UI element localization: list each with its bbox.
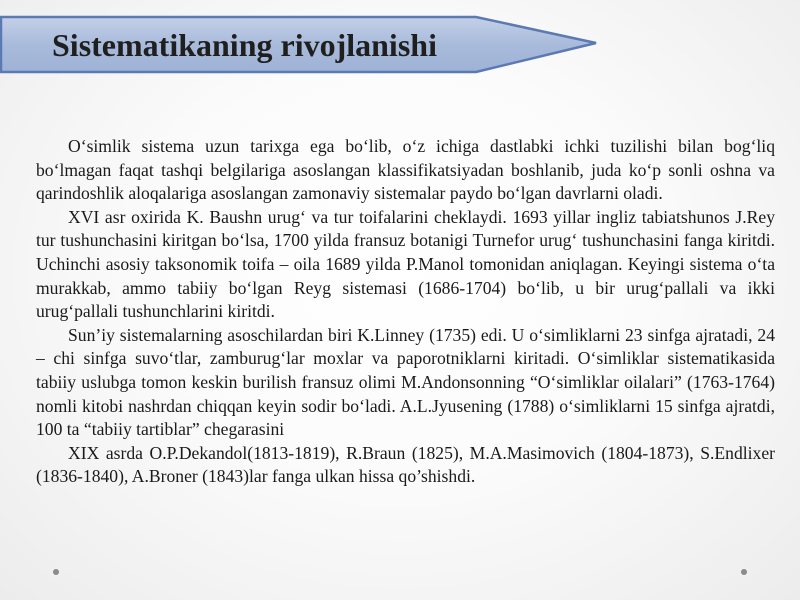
- decorative-dot-left: [53, 569, 59, 575]
- paragraph-4: XIX asrda O.P.Dekandol(1813-1819), R.Braun (1825), M.A.Masimovich (1804-1873), S.Endlixer (1836-1840), A.Broner (1843)lar fanga ulkan hissa qo’shishdi.: [36, 442, 775, 487]
- decorative-dot-right: [741, 569, 747, 575]
- paragraph-2: XVI asr oxirida K. Baushn urug‘ va tur toifalarini cheklaydi. 1693 yillar ingliz tabiatshunos J.Rey tur tushunchasini kiritgan bo‘lsa, 1700 yilda fransuz botanigi Turnefor urug‘ tushunchasini fanga kiritdi. Uchinchi asosiy taksonomik toifa – oila 1689 yilda P.Manol tomonidan aniqlagan. Keyingi sistema o‘ta murakkab, ammo tabiiy bo‘lgan Reyg sistemasi (1686-1704) bo‘lib, u bir urug‘pallali va ikki urug‘pallali tushunchlarini kiritdi.: [36, 206, 775, 322]
- title-banner: [0, 14, 600, 76]
- paragraph-1: O‘simlik sistema uzun tarixga ega bo‘lib, o‘z ichiga dastlabki ichki tuzilishi bilan bog‘liq bo‘lmagan faqat tashqi belgilariga asoslangan klassifikatsiyadan boshlanib, juda ko‘p sonli oshna va qarindoshlik aloqalariga asoslangan zamonaviy sistemalar paydo bo‘lgan davrlarni oladi.: [36, 136, 775, 204]
- paragraph-3: Sun’iy sistemalarning asoschilardan biri K.Linney (1735) edi. U o‘simliklarni 23 sinfga ajratadi, 24 – chi sinfga suvo‘tlar, zamburug‘lar moxlar va paporotniklarni kiritadi. O‘simliklar sistematikasida tabiiy uslubga tomon keskin burilish fransuz olimi M.Andonsonning “O‘simliklar oilalari” (1763-1764) nomli kitobi nashrdan chiqqan keyin sodir bo‘ladi. A.L.Jyusening (1788) o‘simliklarni 15 sinfga ajratdi, 100 ta “tabiiy tartiblar” chegarasini: [36, 324, 775, 440]
- slide-body: [36, 135, 775, 489]
- slide-title: Sistematikaning rivojlanishi: [52, 27, 437, 63]
